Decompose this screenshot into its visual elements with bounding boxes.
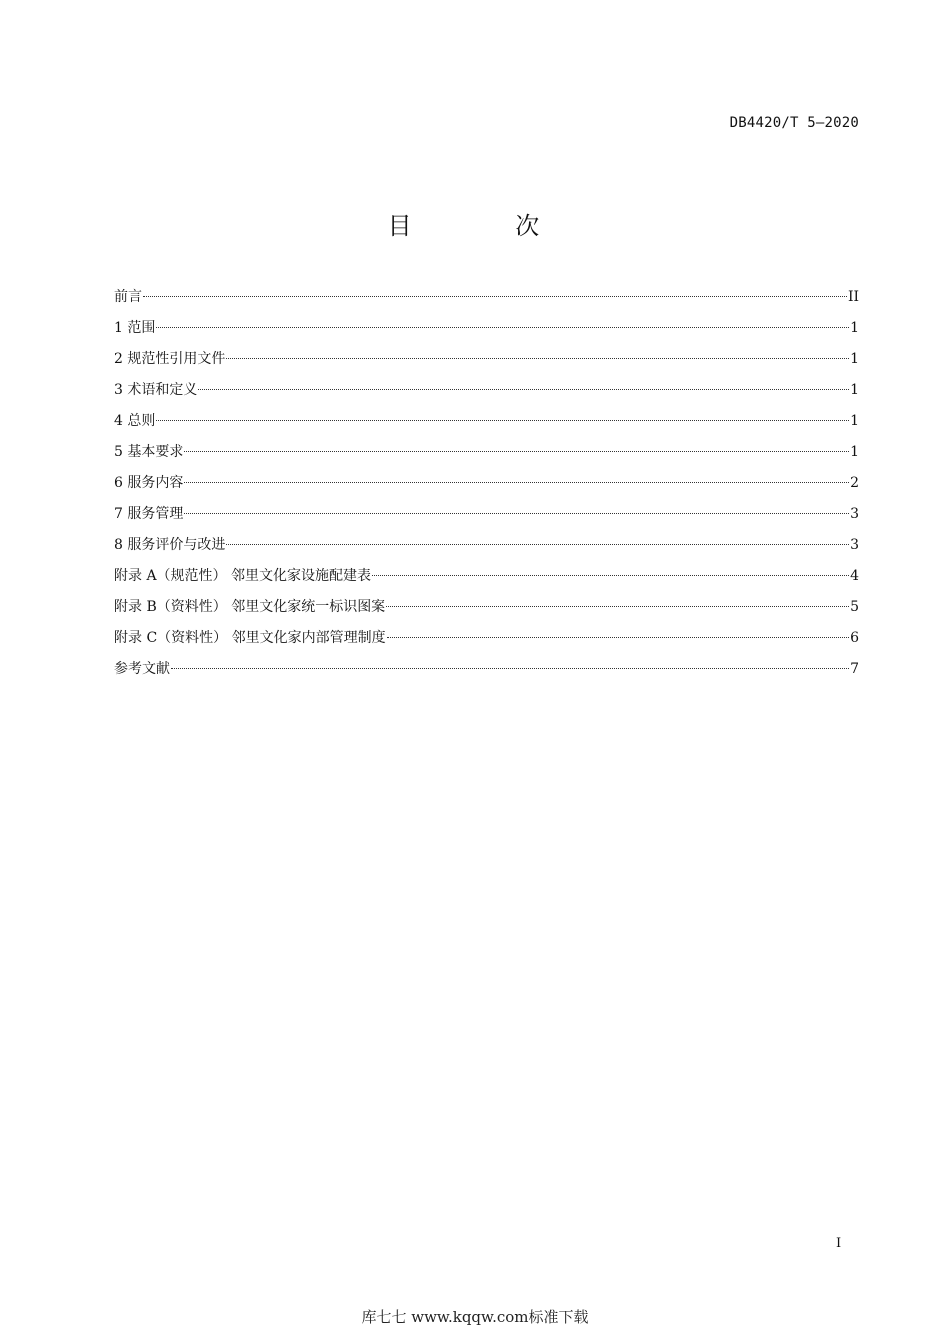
toc-entry-page: 5: [850, 599, 859, 615]
toc-entry-page: II: [847, 289, 859, 305]
toc-leader-dots: [226, 358, 849, 359]
toc-entry-label: 前言: [114, 289, 142, 305]
toc-entry-label: 1 范围: [114, 320, 156, 336]
footer-watermark-text: 库七七 www.kqqw.com标准下载: [361, 1308, 589, 1326]
toc-entry-page: 7: [850, 661, 859, 677]
toc-leader-dots: [226, 544, 849, 545]
toc-leader-dots: [143, 296, 847, 297]
toc-entry[interactable]: [114, 659, 859, 690]
toc-entry-label: 附录 A（规范性） 邻里文化家设施配建表: [114, 568, 372, 584]
toc-entry[interactable]: [114, 318, 859, 349]
toc-entry[interactable]: [114, 504, 859, 535]
toc-entry-page: 3: [850, 537, 859, 553]
table-of-contents: [114, 287, 859, 690]
toc-entry[interactable]: [114, 442, 859, 473]
toc-entry[interactable]: [114, 349, 859, 380]
toc-entry-label: 3 术语和定义: [114, 382, 198, 398]
toc-leader-dots: [156, 327, 849, 328]
toc-entry-label: 5 基本要求: [114, 444, 184, 460]
toc-leader-dots: [156, 420, 849, 421]
toc-entry-page: 1: [850, 351, 859, 367]
toc-entry[interactable]: [114, 411, 859, 442]
toc-entry-label: 7 服务管理: [114, 506, 184, 522]
document-code: DB4420/T 5—2020: [729, 115, 859, 131]
toc-entry-page: 3: [850, 506, 859, 522]
toc-entry-label: 参考文献: [114, 661, 170, 677]
toc-entry-label: 附录 C（资料性） 邻里文化家内部管理制度: [114, 630, 386, 646]
page-number: I: [836, 1236, 842, 1251]
toc-leader-dots: [171, 668, 849, 669]
toc-entry-label: 6 服务内容: [114, 475, 184, 491]
toc-entry-label: 4 总则: [114, 413, 156, 429]
toc-entry-label: 2 规范性引用文件: [114, 351, 226, 367]
toc-entry-page: 4: [850, 568, 859, 584]
toc-entry-label: 8 服务评价与改进: [114, 537, 226, 553]
toc-leader-dots: [372, 575, 849, 576]
toc-entry[interactable]: [114, 628, 859, 659]
toc-entry[interactable]: [114, 380, 859, 411]
toc-leader-dots: [387, 637, 849, 638]
toc-entry-page: 1: [850, 444, 859, 460]
toc-entry-page: 1: [850, 382, 859, 398]
toc-leader-dots: [386, 606, 849, 607]
toc-entry-page: 1: [850, 413, 859, 429]
toc-entry-page: 6: [850, 630, 859, 646]
toc-leader-dots: [184, 451, 849, 452]
toc-entry[interactable]: [114, 473, 859, 504]
toc-entry[interactable]: [114, 566, 859, 597]
toc-entry[interactable]: [114, 597, 859, 628]
toc-entry[interactable]: [114, 535, 859, 566]
page-title: 目 次: [387, 212, 588, 240]
toc-leader-dots: [184, 513, 849, 514]
toc-entry[interactable]: [114, 287, 859, 318]
toc-leader-dots: [184, 482, 849, 483]
toc-entry-label: 附录 B（资料性） 邻里文化家统一标识图案: [114, 599, 386, 615]
toc-entry-page: 1: [850, 320, 859, 336]
toc-leader-dots: [198, 389, 849, 390]
toc-entry-page: 2: [850, 475, 859, 491]
